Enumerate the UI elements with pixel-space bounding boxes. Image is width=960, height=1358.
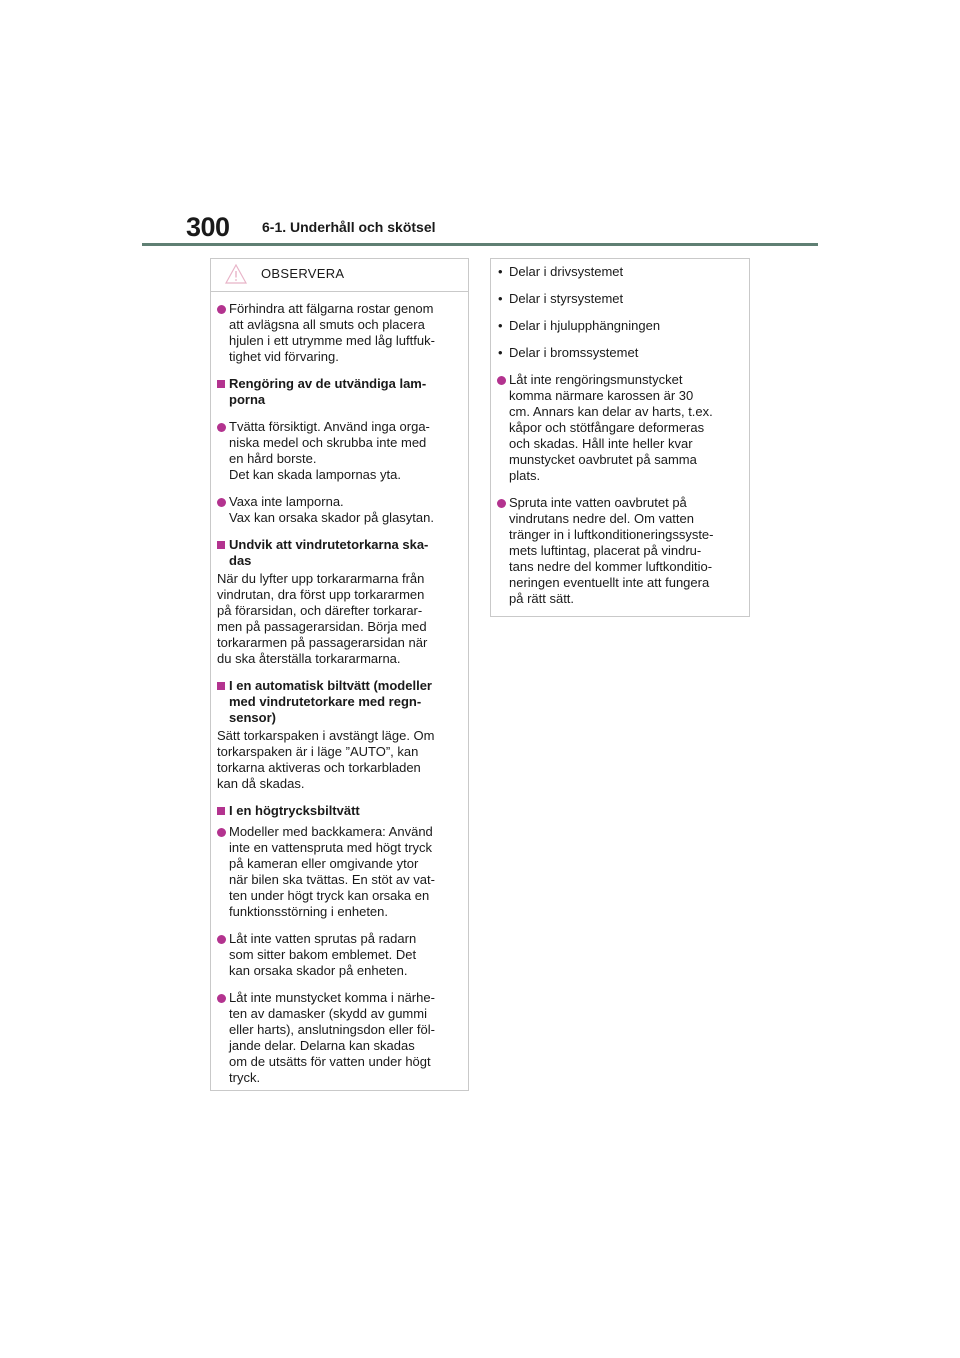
caution-content-continued — [491, 259, 749, 607]
bullet-square-icon — [217, 807, 225, 815]
text-line: I en automatisk biltvätt (modeller — [229, 678, 432, 693]
list-item — [497, 372, 743, 484]
item-text — [509, 372, 743, 484]
item-text: Delar i drivsystemet — [509, 264, 624, 279]
text-line: munstycket oavbrutet på samma — [509, 452, 697, 467]
text-line: torkararmen på passagerarsidan när — [217, 635, 428, 650]
bullet-mark: • — [498, 345, 503, 360]
subheading-text — [229, 376, 462, 408]
bullet-circle-icon — [217, 305, 226, 314]
text-line: komma närmare karossen är 30 — [509, 388, 694, 403]
item-text — [229, 419, 462, 483]
text-line: Spruta inte vatten oavbrutet på — [509, 495, 687, 510]
item-text — [229, 301, 462, 365]
text-line: vindrutans nedre del. Om vatten — [509, 511, 694, 526]
text-line: jande delar. Delarna kan skadas — [229, 1038, 415, 1053]
text-line: torkarna aktiveras och torkarbladen — [217, 760, 421, 775]
bullet-circle-icon — [217, 423, 226, 432]
list-item — [497, 291, 743, 307]
list-item — [217, 301, 462, 365]
text-line: cm. Annars kan delar av harts, t.ex. — [509, 404, 713, 419]
caution-header — [211, 259, 468, 292]
text-line: med vindrutetorkare med regn- — [229, 694, 422, 709]
text-line: men på passagerarsidan. Börja med — [217, 619, 427, 634]
bullet-square-icon — [217, 380, 225, 388]
text-line: funktionsstörning i enheten. — [229, 904, 388, 919]
text-line: kan då skadas. — [217, 776, 305, 791]
bullet-circle-icon — [497, 499, 506, 508]
list-item — [217, 419, 462, 483]
text-line: Rengöring av de utvändiga lam- — [229, 376, 427, 391]
text-line: niska medel och skrubba inte med — [229, 435, 427, 450]
text-line: ten av damasker (skydd av gummi — [229, 1006, 427, 1021]
list-item — [497, 318, 743, 334]
text-line: I en högtrycksbiltvätt — [229, 803, 360, 818]
text-line: tränger in i luftkonditioneringssyste- — [509, 527, 714, 542]
text-line: inte en vattenspruta med högt tryck — [229, 840, 433, 855]
text-line: neringen eventuellt inte att fungera — [509, 575, 710, 590]
text-line: en hård borste. — [229, 451, 317, 466]
text-line: om de utsätts för vatten under högt — [229, 1054, 431, 1069]
list-item — [217, 990, 462, 1086]
warning-triangle-icon — [225, 264, 247, 284]
bullet-circle-icon — [217, 498, 226, 507]
text-line: som sitter bakom emblemet. Det — [229, 947, 417, 962]
caution-content — [211, 292, 468, 1086]
item-text: Delar i hjulupphängningen — [509, 318, 661, 333]
bullet-mark: • — [498, 264, 503, 279]
bullet-circle-icon — [497, 376, 506, 385]
text-line: ten under högt tryck kan orsaka en — [229, 888, 430, 903]
text-line: Tvätta försiktigt. Använd inga orga- — [229, 419, 430, 434]
text-line: Låt inte rengöringsmunstycket — [509, 372, 683, 387]
text-line: att avlägsna all smuts och placera — [229, 317, 425, 332]
text-line: Förhindra att fälgarna rostar genom — [229, 301, 434, 316]
subheading-text — [229, 537, 462, 569]
bullet-circle-icon — [217, 994, 226, 1003]
item-text — [229, 824, 462, 920]
header-rule — [142, 243, 818, 246]
caution-box — [210, 258, 469, 1091]
text-line: hjulen i ett utrymme med låg luftfuk- — [229, 333, 435, 348]
caution-box-continued — [490, 258, 750, 617]
subheading — [217, 376, 462, 408]
bullet-square-icon — [217, 682, 225, 690]
bullet-mark: • — [498, 291, 503, 306]
text-line: porna — [229, 392, 266, 407]
bullet-circle-icon — [217, 935, 226, 944]
text-line: kan orsaka skador på enheten. — [229, 963, 408, 978]
text-line: Låt inte vatten sprutas på radarn — [229, 931, 417, 946]
bullet-mark: • — [498, 318, 503, 333]
item-text — [229, 931, 462, 979]
item-text: Delar i styrsystemet — [509, 291, 624, 306]
list-item — [497, 495, 743, 607]
item-text — [229, 990, 462, 1086]
text-line: du ska återställa torkararmarna. — [217, 651, 401, 666]
text-line: på förarsidan, och därefter torkarar- — [217, 603, 423, 618]
text-line: Modeller med backkamera: Använd — [229, 824, 433, 839]
text-line: mets luftintag, placerat på vindru- — [509, 543, 702, 558]
text-line: kåpor och stötfångare deformeras — [509, 420, 705, 435]
list-item — [217, 494, 462, 526]
text-line: på rätt sätt. — [509, 591, 575, 606]
list-item — [497, 264, 743, 280]
text-line: Det kan skada lampornas yta. — [229, 467, 401, 482]
item-text — [509, 495, 743, 607]
list-item — [497, 345, 743, 361]
subheading — [217, 537, 462, 569]
item-text: Delar i bromssystemet — [509, 345, 639, 360]
text-line: Vaxa inte lamporna. — [229, 494, 344, 509]
list-item — [217, 931, 462, 979]
subheading-text — [229, 678, 462, 726]
text-line: Låt inte munstycket komma i närhe- — [229, 990, 435, 1005]
subheading — [217, 678, 462, 726]
text-line: eller harts), anslutningsdon eller föl- — [229, 1022, 435, 1037]
text-line: plats. — [509, 468, 541, 483]
text-line: vindrutan, dra först upp torkararmen — [217, 587, 425, 602]
bullet-circle-icon — [217, 828, 226, 837]
page-number: 300 — [186, 212, 230, 242]
caution-title: OBSERVERA — [261, 266, 345, 281]
text-line: Vax kan orsaka skador på glasytan. — [229, 510, 434, 525]
paragraph — [217, 728, 462, 792]
text-line: när bilen ska tvättas. En stöt av vat- — [229, 872, 435, 887]
paragraph — [217, 571, 462, 667]
text-line: torkarspaken är i läge ”AUTO”, kan — [217, 744, 419, 759]
list-item — [217, 824, 462, 920]
subheading — [217, 803, 462, 819]
section-title: 6-1. Underhåll och skötsel — [262, 219, 436, 235]
item-text — [229, 494, 462, 526]
text-line: När du lyfter upp torkararmarna från — [217, 571, 425, 586]
subheading-text — [229, 803, 462, 819]
text-line: och skadas. Håll inte heller kvar — [509, 436, 693, 451]
bullet-square-icon — [217, 541, 225, 549]
text-line: Sätt torkarspaken i avstängt läge. Om — [217, 728, 435, 743]
text-line: das — [229, 553, 252, 568]
text-line: på kameran eller omgivande ytor — [229, 856, 419, 871]
text-line: sensor) — [229, 710, 276, 725]
text-line: tighet vid förvaring. — [229, 349, 339, 364]
text-line: tans nedre del kommer luftkonditio- — [509, 559, 713, 574]
text-line: tryck. — [229, 1070, 261, 1085]
text-line: Undvik att vindrutetorkarna ska- — [229, 537, 429, 552]
